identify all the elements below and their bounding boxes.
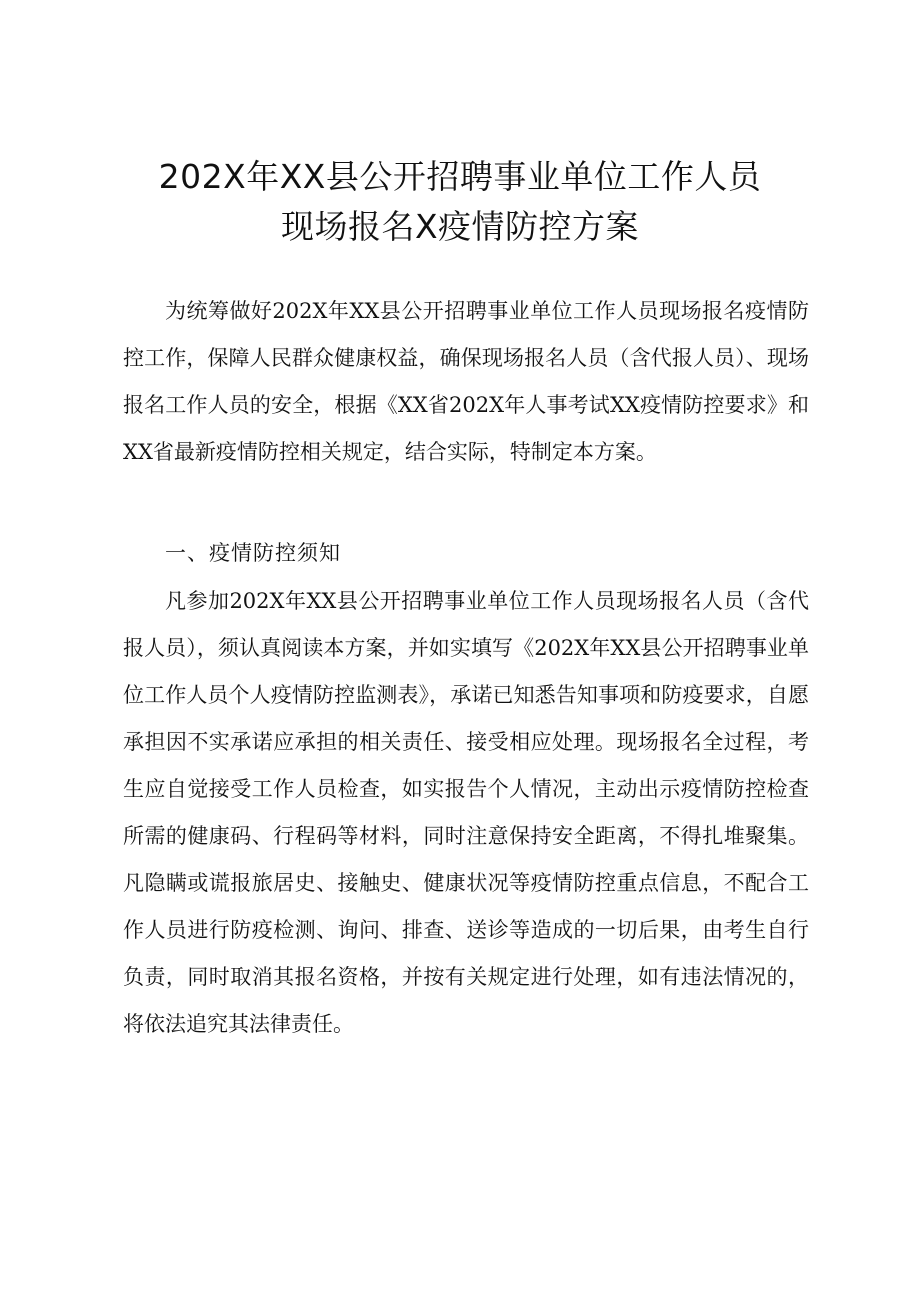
section-heading-1: 一、疫情防控须知 [165, 541, 341, 565]
title-line-2: 现场报名X疫情防控方案 [280, 207, 640, 246]
document-title [0, 152, 920, 252]
intro-paragraph: 为统筹做好202X年XX县公开招聘事业单位工作人员现场报名疫情防控工作，保障人民群众健康权益，确保现场报名人员（含代报人员）、现场报名工作人员的安全，根据《XX省202X年人事考试XX疫情防控要求》和XX省最新疫情防控相关规定，结合实际，特制定本方案。 [123, 299, 809, 464]
section-paragraph-1: 凡参加202X年XX县公开招聘事业单位工作人员现场报名人员（含代报人员），须认真阅读本方案，并如实填写《202X年XX县公开招聘事业单位工作人员个人疫情防控监测表》，承诺已知悉告知事项和防疫要求，自愿承担因不实承诺应承担的相关责任、接受相应处理。现场报名全过程，考生应自觉接受工作人员检查，如实报告个人情况，主动出示疫情防控检查所需的健康码、行程码等材料，同时注意保持安全距离，不得扎堆聚集。凡隐瞒或谎报旅居史、接触史、健康状况等疫情防控重点信息，不配合工作人员进行防疫检测、询问、排查、送诊等造成的一切后果，由考生自行负责，同时取消其报名资格，并按有关规定进行处理，如有违法情况的，将依法追究其法律责任。 [123, 589, 809, 1036]
title-line-1: 202X年XX县公开招聘事业单位工作人员 [158, 157, 762, 196]
